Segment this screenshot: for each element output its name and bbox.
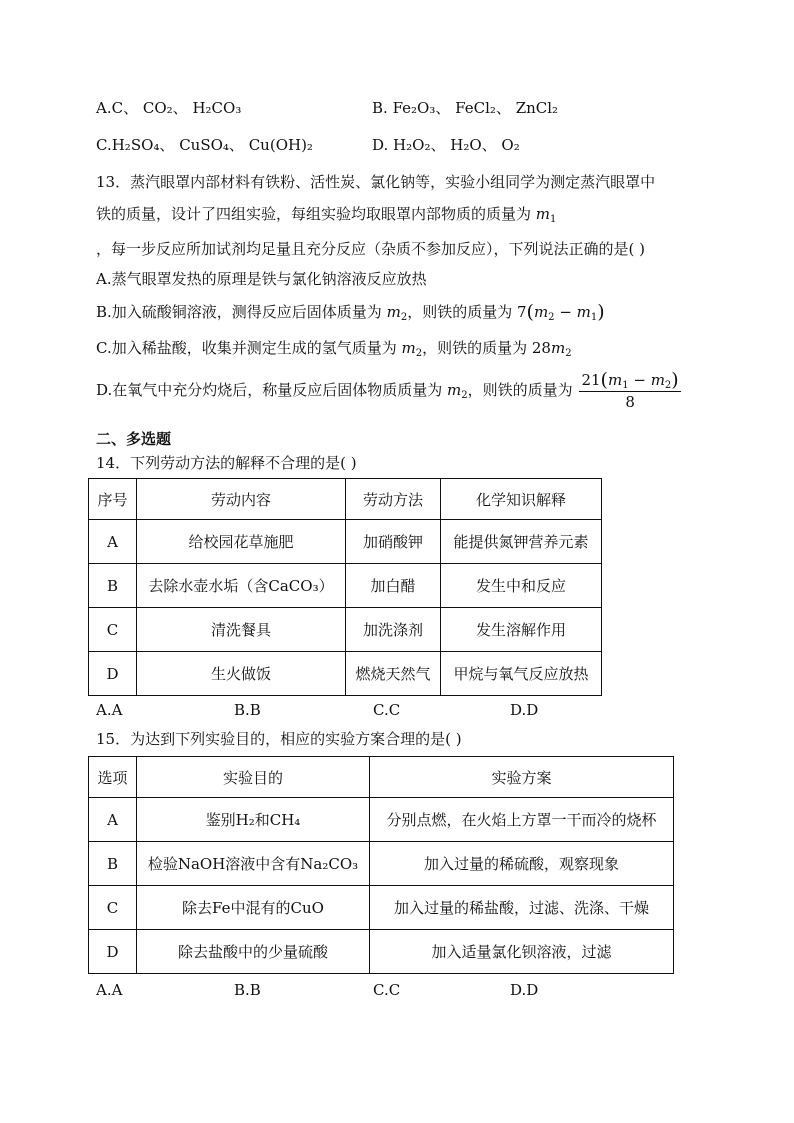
table-header: 实验目的 xyxy=(137,757,370,798)
answer-option: D.D xyxy=(510,981,539,999)
q12-option-d: D. H₂O₂、 H₂O、 O₂ xyxy=(372,136,520,154)
table-header: 实验方案 xyxy=(370,757,674,798)
fraction: $\frac{21(m_1 - m_2)}{8}$ xyxy=(581,369,679,411)
answer-option: B.B xyxy=(234,701,261,719)
table-row: C 除去Fe中混有的CuO 加入过量的稀盐酸，过滤、洗涤、干燥 xyxy=(89,886,674,930)
q12-option-b: B. Fe₂O₃、 FeCl₂、 ZnCl₂ xyxy=(372,99,559,117)
q13-option-c: C.加入稀盐酸，收集并测定生成的氢气质量为 $m_2$，则铁的质量为 $28m_2$ xyxy=(96,339,572,359)
table-header-row xyxy=(89,757,674,798)
table-row: D 生火做饭 燃烧天然气 甲烷与氧气反应放热 xyxy=(89,652,602,696)
answer-option: C.C xyxy=(373,981,401,999)
q12-option-c: C.H₂SO₄、 CuSO₄、 Cu(OH)₂ xyxy=(96,136,313,154)
q13-option-a: A.蒸气眼罩发热的原理是铁与氯化钠溶液反应放热 xyxy=(96,270,427,288)
table-row: C 清洗餐具 加洗涤剂 发生溶解作用 xyxy=(89,608,602,652)
q13-stem-line2: 铁的质量，设计了四组实验，每组实验均取眼罩内部物质的质量为 $m_1$ xyxy=(96,205,557,225)
answer-option: A.A xyxy=(96,701,123,719)
q13-option-d: D.在氧气中充分灼烧后，称量反应后固体物质质量为 $m_2$，则铁的质量为 $\frac{21(m_1 - m_2)}{8}$ xyxy=(96,369,679,411)
table-row: B 检验NaOH溶液中含有Na₂CO₃ 加入过量的稀硫酸，观察现象 xyxy=(89,842,674,886)
table-header: 化学知识解释 xyxy=(441,479,602,520)
table-row: B 去除水壶水垢（含CaCO₃） 加白醋 发生中和反应 xyxy=(89,564,602,608)
table-header: 劳动方法 xyxy=(346,479,441,520)
q13-option-b: B.加入硫酸铜溶液，测得反应后固体质量为 $m_2$，则铁的质量为 $7(m_2 - m_1)$ xyxy=(96,301,605,323)
answer-option: B.B xyxy=(234,981,261,999)
q12-option-a: A.C、 CO₂、 H₂CO₃ xyxy=(96,99,242,117)
table-row: A 给校园花草施肥 加硝酸钾 能提供氮钾营养元素 xyxy=(89,520,602,564)
q15-stem: 15．为达到下列实验目的，相应的实验方案合理的是( ) xyxy=(96,730,462,748)
table-header: 序号 xyxy=(89,479,137,520)
table-header: 选项 xyxy=(89,757,137,798)
q14-table xyxy=(88,478,602,696)
q14-stem: 14．下列劳动方法的解释不合理的是( ) xyxy=(96,454,357,472)
table-row: A 鉴别H₂和CH₄ 分别点燃，在火焰上方罩一干而冷的烧杯 xyxy=(89,798,674,842)
answer-option: A.A xyxy=(96,981,123,999)
answer-option: D.D xyxy=(510,701,539,719)
table-header: 劳动内容 xyxy=(137,479,346,520)
table-row: D 除去盐酸中的少量硫酸 加入适量氯化钡溶液，过滤 xyxy=(89,930,674,974)
q15-table xyxy=(88,756,674,974)
section-title: 二、多选题 xyxy=(96,430,172,448)
q13-stem-line3: ，每一步反应所加试剂均足量且充分反应（杂质不参加反应），下列说法正确的是( ) xyxy=(96,240,645,258)
table-header-row xyxy=(89,479,602,520)
q13-stem-line1: 13．蒸汽眼罩内部材料有铁粉、活性炭、氯化钠等，实验小组同学为测定蒸汽眼罩中 xyxy=(96,173,656,191)
answer-option: C.C xyxy=(373,701,401,719)
